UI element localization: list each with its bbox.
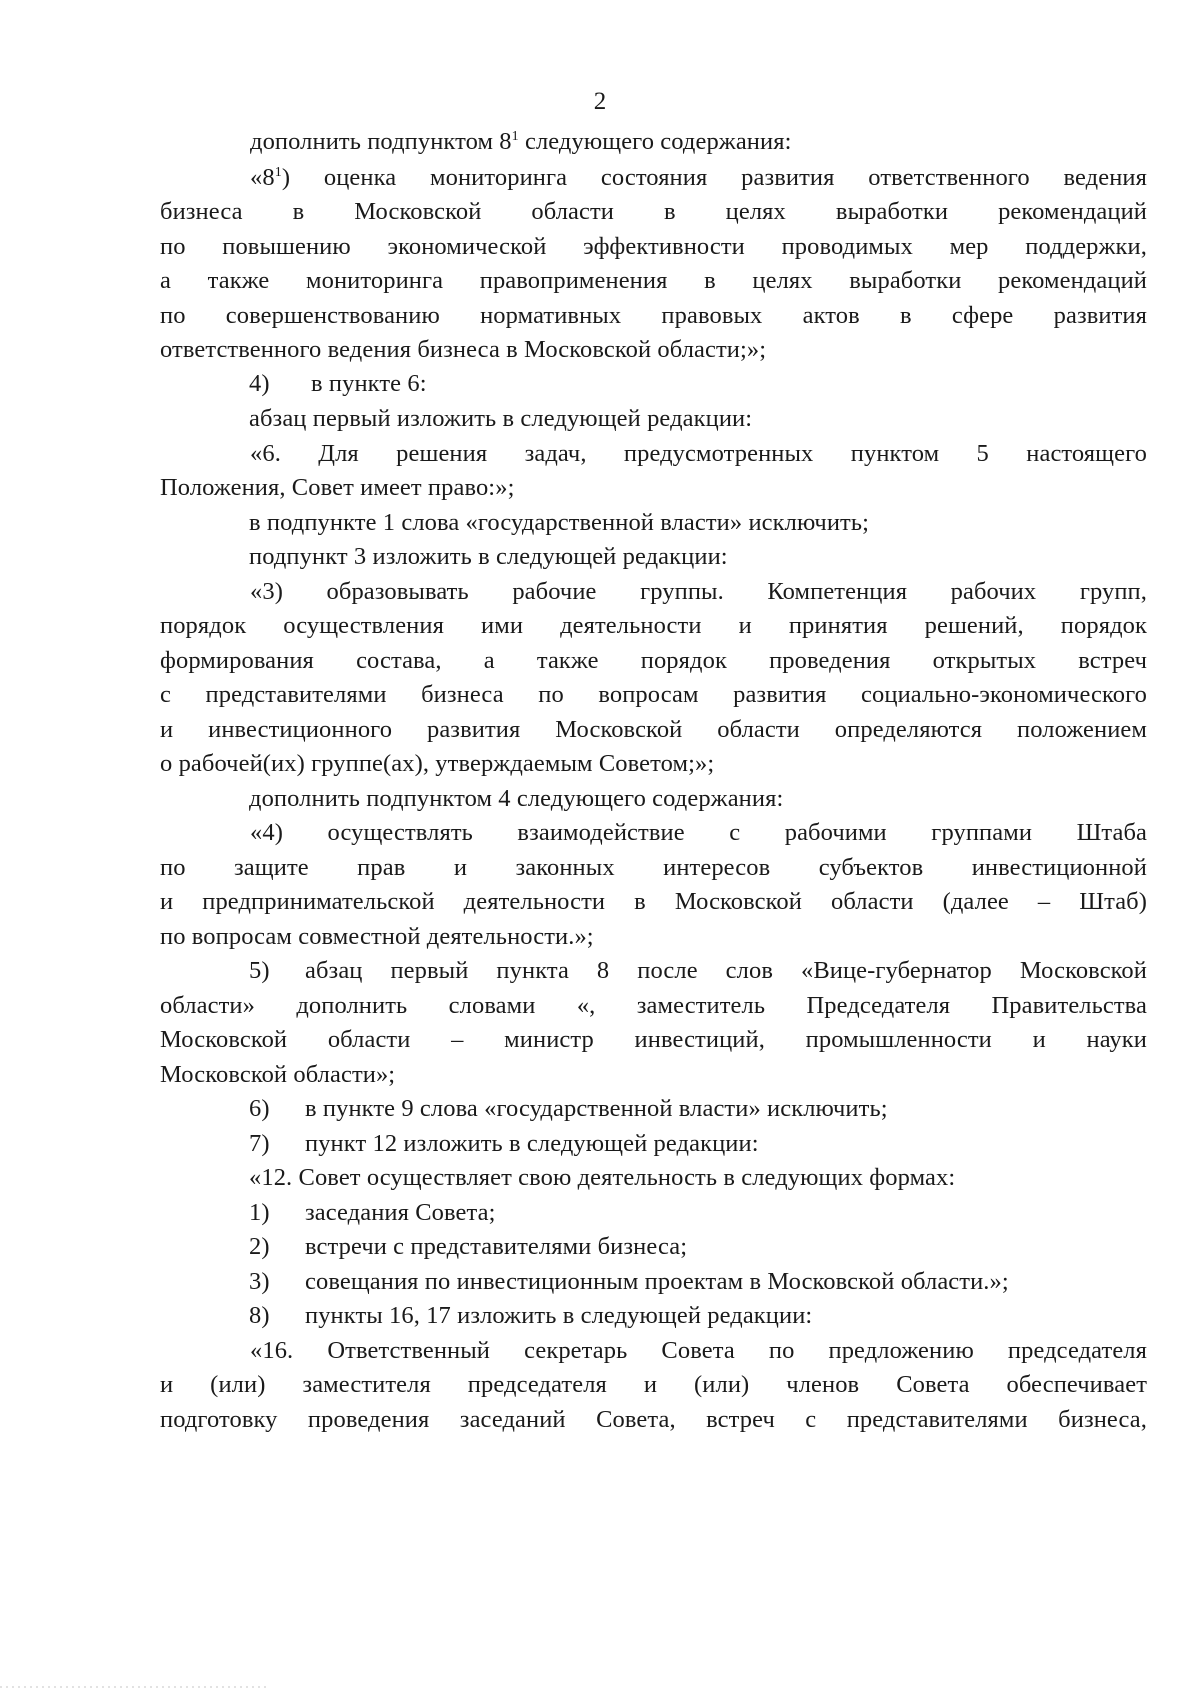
text-line: «3) образовывать рабочие группы. Компетенция рабочих групп,: [250, 578, 1147, 605]
text-line: дополнить подпунктом 4 следующего содержания:: [249, 785, 784, 812]
list-number: 7): [249, 1130, 270, 1157]
text-fragment: дополнить подпунктом 8: [250, 128, 512, 155]
list-number: 4): [249, 370, 270, 397]
page-number: 2: [593, 88, 607, 115]
list-number: 1): [249, 1199, 270, 1226]
text-line: в пункте 9 слова «государственной власти» исключить;: [305, 1095, 888, 1122]
text-line: по защите прав и законных интересов субъектов инвестиционной: [160, 854, 1147, 881]
list-number: 8): [249, 1302, 270, 1329]
superscript: 1: [274, 165, 282, 180]
text-line: пункты 16, 17 изложить в следующей редакции:: [305, 1302, 813, 1329]
text-line: Положения, Совет имеет право:»;: [160, 474, 515, 501]
text-line: Московской области – министр инвестиций, промышленности и науки: [160, 1026, 1147, 1053]
text-fragment: «8: [250, 164, 275, 191]
text-line: пункт 12 изложить в следующей редакции:: [305, 1130, 759, 1157]
text-line: и (или) заместителя председателя и (или) членов Совета обеспечивает: [160, 1371, 1147, 1398]
text-line: абзац первый пункта 8 после слов «Вице-губернатор Московской: [305, 957, 1147, 984]
text-line: встречи с представителями бизнеса;: [305, 1233, 688, 1260]
text-line: области» дополнить словами «, заместитель Председателя Правительства: [160, 992, 1147, 1019]
text-line: подпункт 3 изложить в следующей редакции:: [249, 543, 728, 570]
list-number: 6): [249, 1095, 270, 1122]
text-line: подготовку проведения заседаний Совета, встреч с представителями бизнеса,: [160, 1406, 1147, 1433]
list-number: 5): [249, 957, 270, 984]
text-line: по повышению экономической эффективности проводимых мер поддержки,: [160, 233, 1147, 260]
text-line: «4) осуществлять взаимодействие с рабочими группами Штаба: [250, 819, 1147, 846]
text-line: [250, 125, 792, 160]
text-line: совещания по инвестиционным проектам в Московской области.»;: [305, 1268, 1009, 1295]
text-fragment: ) оценка мониторинга состояния развития ответственного ведения: [281, 164, 1147, 191]
text-line: и инвестиционного развития Московской области определяются положением: [160, 716, 1147, 743]
text-line: порядок осуществления ими деятельности и принятия решений, порядок: [160, 612, 1147, 639]
text-line: «12. Совет осуществляет свою деятельность в следующих формах:: [249, 1164, 956, 1191]
text-line: по совершенствованию нормативных правовых актов в сфере развития: [160, 302, 1147, 329]
superscript: 1: [511, 129, 519, 144]
text-line: а также мониторинга правоприменения в целях выработки рекомендаций: [160, 267, 1147, 294]
text-line: бизнеса в Московской области в целях выработки рекомендаций: [160, 198, 1147, 225]
text-line: «16. Ответственный секретарь Совета по предложению председателя: [250, 1337, 1147, 1364]
text-line: и предпринимательской деятельности в Московской области (далее – Штаб): [160, 888, 1147, 915]
text-line: по вопросам совместной деятельности.»;: [160, 923, 594, 950]
list-number: 3): [249, 1268, 270, 1295]
scan-artifact-dots: [0, 1686, 270, 1688]
text-line: абзац первый изложить в следующей редакции:: [249, 405, 753, 432]
list-number: 2): [249, 1233, 270, 1260]
text-line: «6. Для решения задач, предусмотренных пунктом 5 настоящего: [250, 440, 1147, 467]
text-line: формирования состава, а также порядок проведения открытых встреч: [160, 647, 1147, 674]
text-line: ответственного ведения бизнеса в Московской области;»;: [160, 336, 767, 363]
text-fragment: следующего содержания:: [518, 128, 792, 155]
text-line: в подпункте 1 слова «государственной власти» исключить;: [249, 509, 870, 536]
text-line: Московской области»;: [160, 1061, 396, 1088]
text-line: с представителями бизнеса по вопросам развития социально-экономического: [160, 681, 1147, 708]
text-line: в пункте 6:: [311, 370, 427, 397]
text-line: [250, 161, 1147, 196]
text-line: о рабочей(их) группе(ах), утверждаемым Советом;»;: [160, 750, 715, 777]
text-line: заседания Совета;: [305, 1199, 496, 1226]
